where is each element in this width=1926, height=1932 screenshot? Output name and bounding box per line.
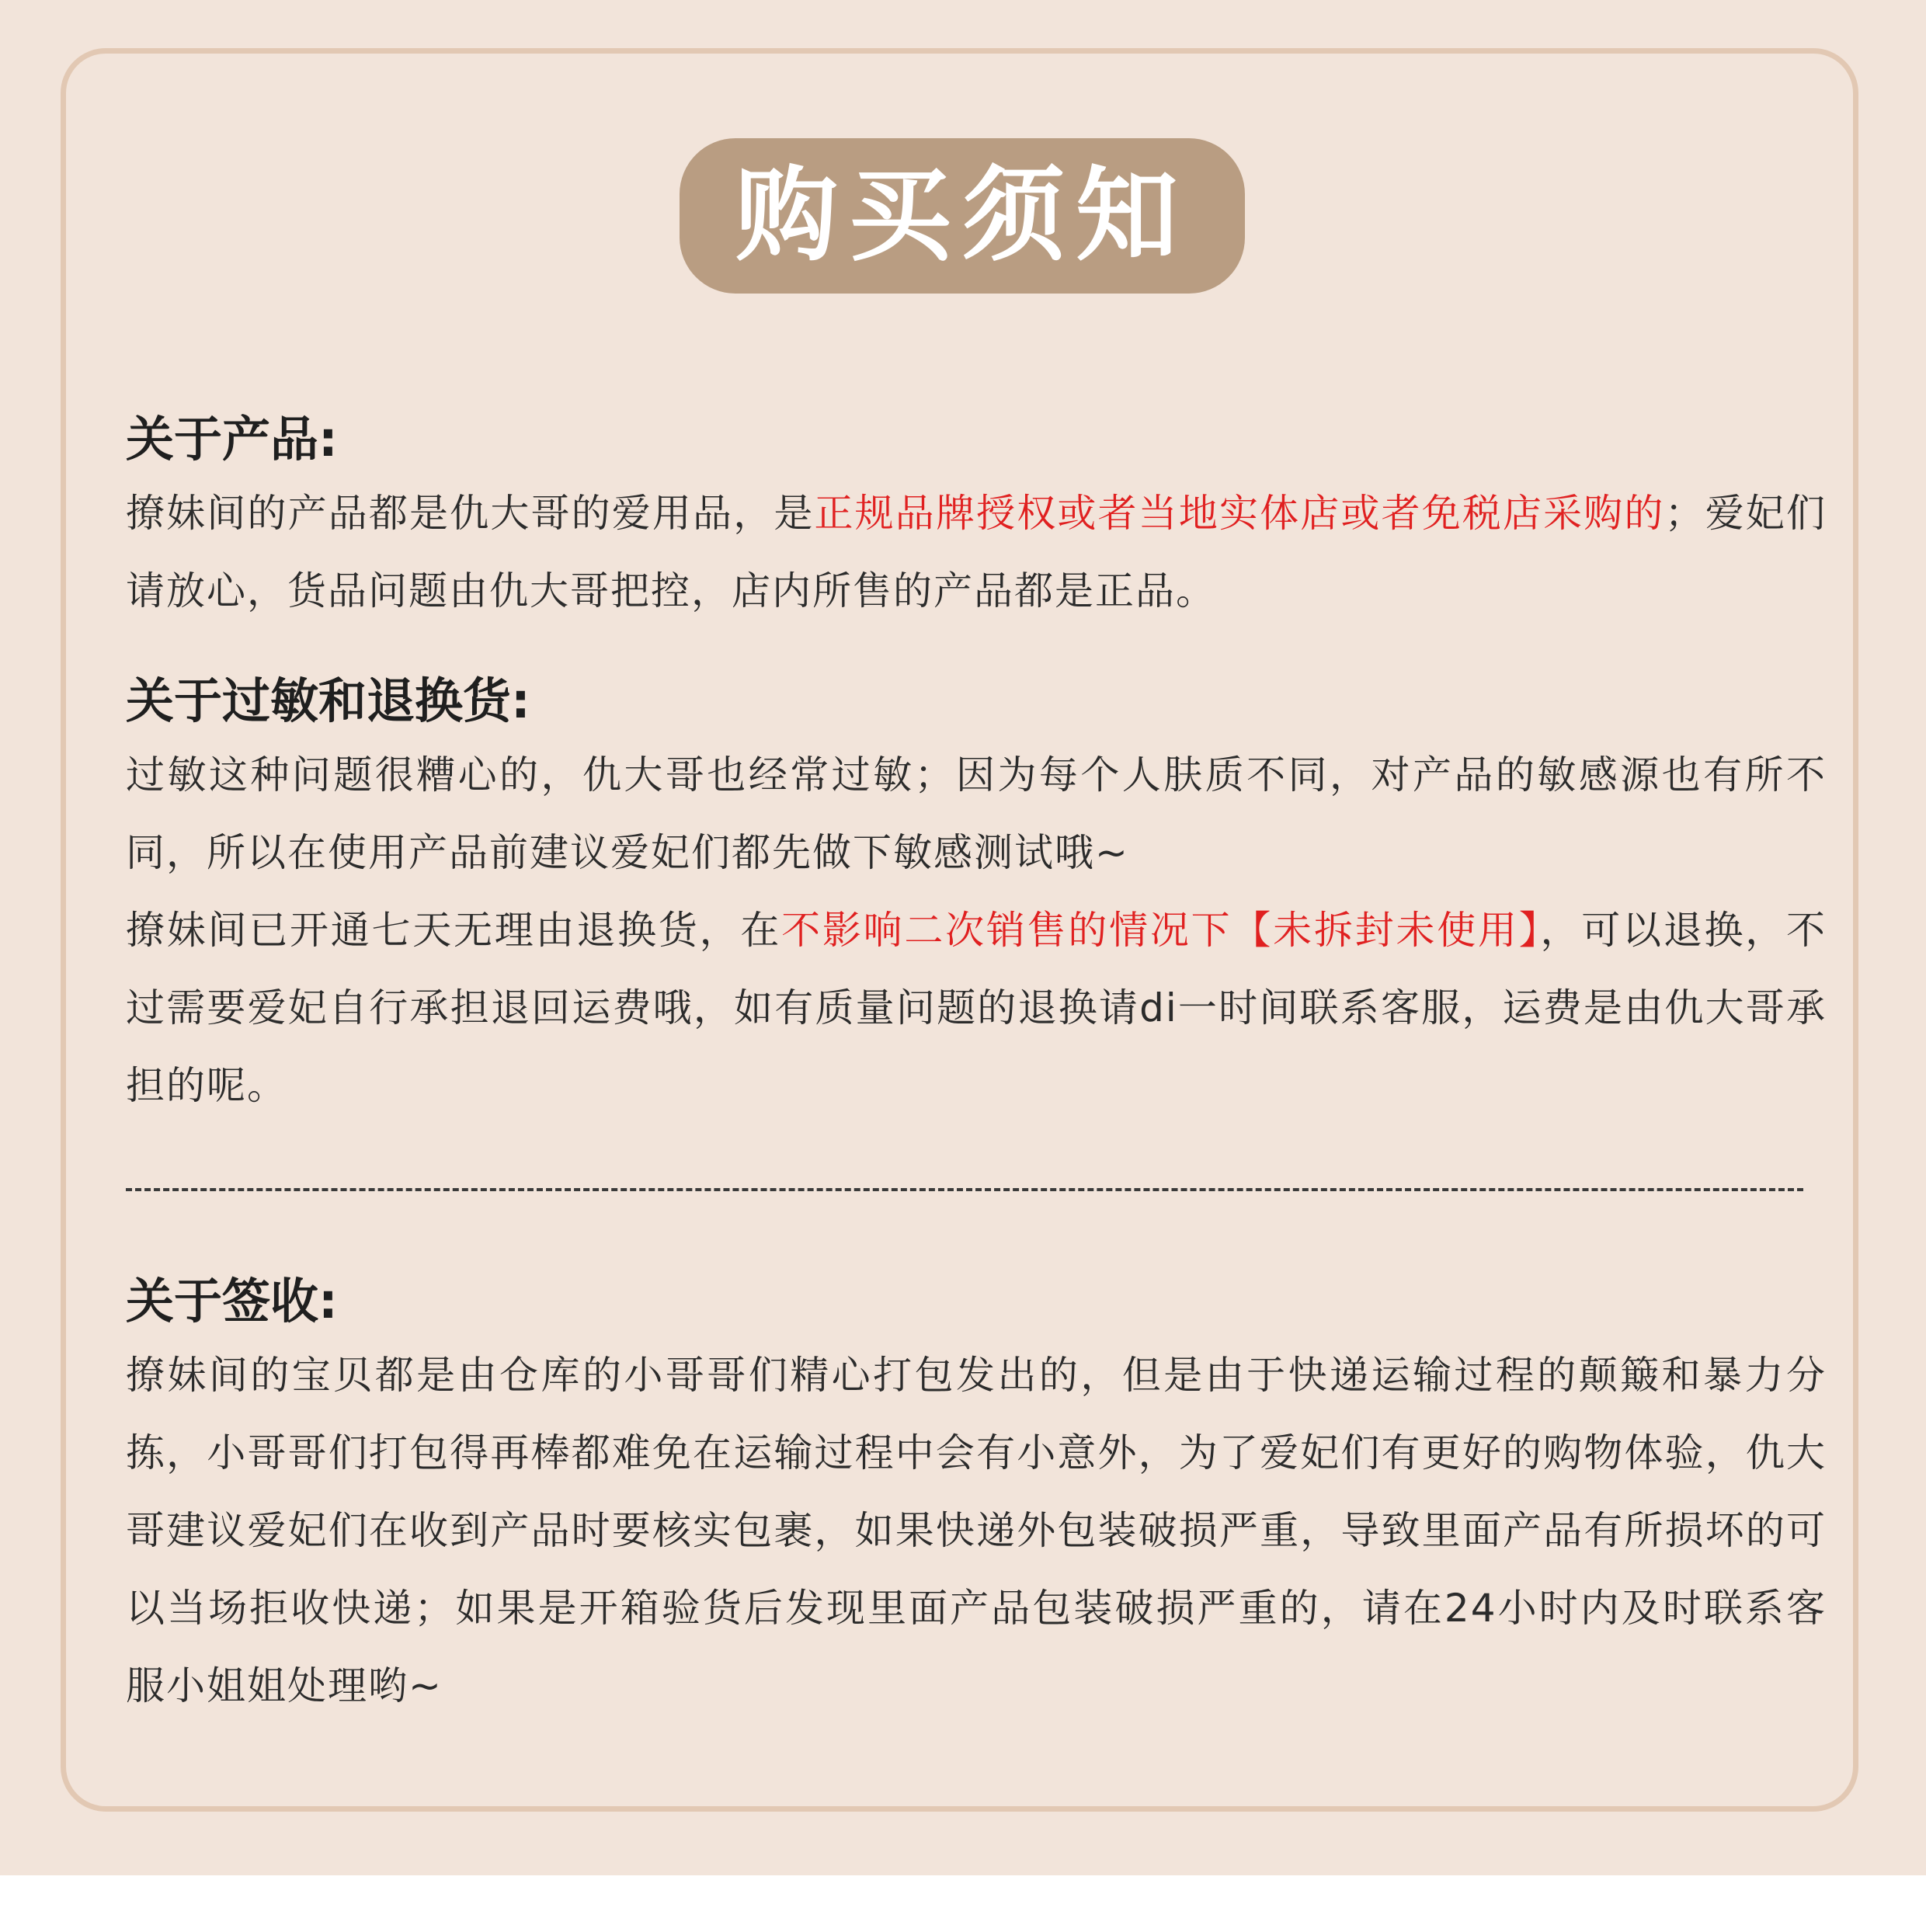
dashed-divider [126,1188,1803,1191]
section-heading: 关于签收: [126,1273,338,1329]
text-run: 撩妹间的宝贝都是由仓库的小哥哥们精心打包发出的，但是由于快递运输过程的颠簸和暴力分拣，小哥哥们打包得再棒都难免在运输过程中会有小意外，为了爱妃们有更好的购物体验，仇大哥建议爱妃们在收到产品时要核实包裹，如果快递外包装破损严重，导致里面产品有所损坏的可以当场拒收快递；如果是开箱验货后发现里面产品包装破损严重的，请在24小时内及时联系客服小姐姐处理哟~ [126,1353,1827,1708]
section-about-product [126,411,1827,630]
section-allergy-returns [126,672,1827,1124]
section-paragraph [126,1336,1827,1725]
title-badge [680,138,1245,294]
section-heading: 关于产品: [126,411,338,467]
text-run: 撩妹间已开通七天无理由退换货，在 [126,908,782,953]
highlight-text: 正规品牌授权或者当地实体店或者免税店采购的 [814,491,1665,536]
section-paragraph [126,474,1827,630]
section-delivery-signing [126,1273,1827,1725]
page-title: 购买须知 [735,156,1189,276]
text-run: 过敏这种问题很糟心的，仇大哥也经常过敏；因为每个人肤质不同，对产品的敏感源也有所不同，所以在使用产品前建议爱妃们都先做下敏感测试哦~ [126,752,1827,875]
section-paragraph [126,891,1827,1124]
section-heading: 关于过敏和退换货: [126,672,530,729]
highlight-text: 不影响二次销售的情况下【未拆封未使用】 [781,908,1541,953]
text-run: ；爱妃们请放心，货品问题由仇大哥把控，店内所售的产品都是正品。 [126,491,1827,613]
text-run: 撩妹间的产品都是仇大哥的爱用品，是 [126,491,815,536]
section-paragraph [126,736,1827,891]
text-run: ，可以退换，不过需要爱妃自行承担退回运费哦，如有质量问题的退换请di一时间联系客服，运费是由仇大哥承担的呢。 [126,908,1827,1108]
